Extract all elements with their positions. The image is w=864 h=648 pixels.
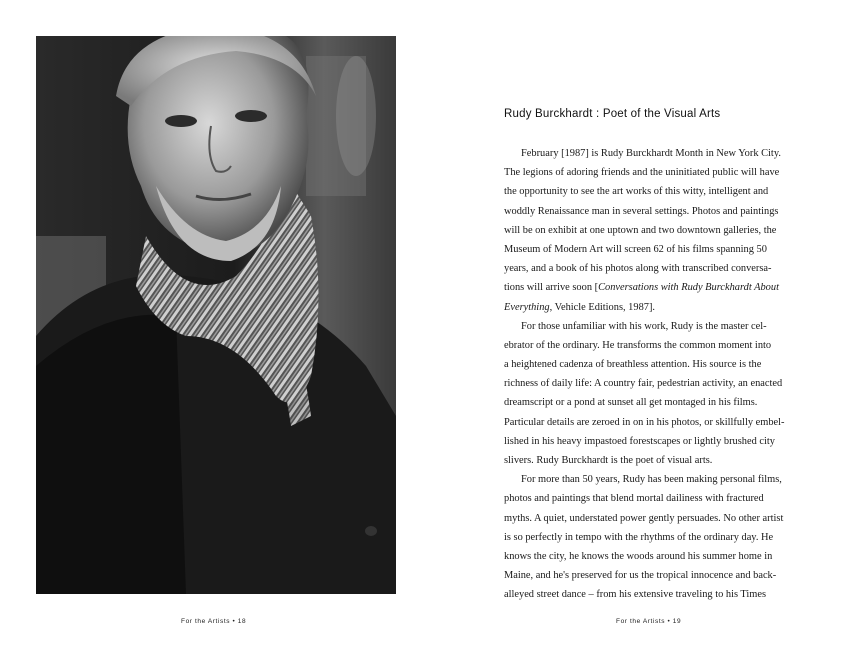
text-line <box>504 202 796 221</box>
text-line-italic: Conversations with Rudy Burckhardt About <box>598 282 779 294</box>
article-body <box>504 144 796 605</box>
text-line-plain: Museum of Modern Art will screen 62 of his films spanning 50 <box>504 243 767 255</box>
text-line <box>504 144 796 163</box>
text-line-plain: February [1987] is Rudy Burckhardt Month in New York City. <box>521 148 781 159</box>
text-line <box>504 182 796 201</box>
portrait-photo <box>36 36 396 594</box>
text-line <box>504 432 796 451</box>
text-line-plain: myths. A quiet, understated power gently persuades. No other artist <box>504 512 784 524</box>
text-line <box>504 259 796 278</box>
text-line-plain: a heightened cadenza of breathless attention. His source is the <box>504 359 762 371</box>
text-line-plain: lished in his heavy impastoed forestscapes or lightly brushed city <box>504 435 775 447</box>
text-line-tail: , Vehicle Editions, 1987]. <box>549 301 656 313</box>
text-line-plain: is so perfectly in tempo with the rhythms of the ordinary day. He <box>504 531 774 543</box>
text-line <box>504 547 796 566</box>
text-line <box>504 470 796 489</box>
text-line-italic: Everything <box>504 301 550 313</box>
text-line <box>504 317 796 336</box>
text-line-plain: alleyed street dance – from his extensive traveling to his Times <box>504 589 767 601</box>
text-line <box>504 451 796 470</box>
text-line-plain: richness of daily life: A country fair, pedestrian activity, an enacted <box>504 378 783 390</box>
text-line-plain: For more than 50 years, Rudy has been making personal films, <box>521 474 782 486</box>
text-line-plain: The legions of adoring friends and the uninitiated public will have <box>504 167 780 179</box>
text-line-plain: woddly Renaissance man in several settings. Photos and paintings <box>504 205 779 217</box>
text-line-plain: years, and a book of his photos along with transcribed conversa- <box>504 263 772 275</box>
text-line <box>504 393 796 412</box>
text-line-plain: slivers. Rudy Burckhardt is the poet of visual arts. <box>504 455 713 466</box>
text-line-plain: photos and paintings that blend mortal dailiness with fractured <box>504 493 764 505</box>
text-line <box>504 413 796 432</box>
text-line <box>504 221 796 240</box>
text-line <box>504 489 796 508</box>
text-line-plain: Particular details are zeroed in on in his photos, or skillfully embel- <box>504 416 785 428</box>
text-line-plain: the opportunity to see the art works of this witty, intelligent and <box>504 186 769 198</box>
text-line <box>504 355 796 374</box>
text-line <box>504 528 796 547</box>
text-line <box>504 509 796 528</box>
text-line <box>504 566 796 585</box>
text-line-plain: knows the city, he knows the woods around his summer home in <box>504 550 773 562</box>
text-line <box>504 585 796 604</box>
page-number-right: For the Artists • 19 <box>616 618 682 625</box>
text-line-plain: tions will arrive soon [ <box>504 282 599 294</box>
text-line-plain: ebrator of the ordinary. He transforms the common moment into <box>504 339 772 351</box>
text-line-plain: will be on exhibit at one uptown and two downtown galleries, the <box>504 224 777 236</box>
text-line-plain: Maine, and he's preserved for us the tropical innocence and back- <box>504 570 777 582</box>
text-line-plain: dreamscript or a pond at sunset all get montaged in his films. <box>504 397 758 409</box>
text-line <box>504 298 796 317</box>
text-line <box>504 240 796 259</box>
page-number-left: For the Artists • 18 <box>181 618 247 625</box>
text-line <box>504 163 796 182</box>
text-line <box>504 278 796 297</box>
text-line <box>504 374 796 393</box>
text-line-plain: For those unfamiliar with his work, Rudy is the master cel- <box>521 320 767 332</box>
text-line <box>504 336 796 355</box>
article-heading: Rudy Burckhardt : Poet of the Visual Arts <box>504 108 721 120</box>
